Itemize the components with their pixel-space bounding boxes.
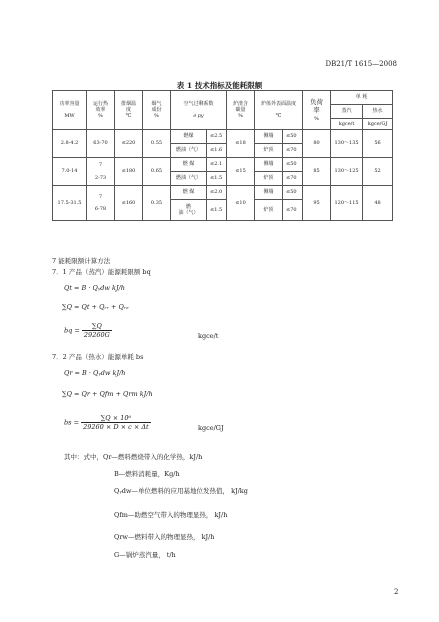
row2-air-b: ≤1.5 [207, 172, 227, 186]
head-efficiency: 运行热 效率 % [87, 91, 115, 130]
row3-surf-a-value: ≤50 [283, 186, 303, 200]
row3-air-b: ≤1.5 [207, 200, 227, 221]
row3-hot-water: 48 [363, 186, 393, 221]
formula-sum-q-1: ∑Q = Qt + Qᵣᵣ + Qᵣₑ [62, 303, 129, 311]
head-capacity: 功率容量 MW [53, 91, 87, 130]
head-air-ratio: 空气过剩系数 ∂ py [171, 91, 227, 130]
row3-surf-b-label: 炉顶 [255, 200, 283, 221]
row1-efficiency: 63-70 [87, 130, 115, 158]
row3-leak: ≤10 [227, 186, 255, 221]
row1-fuel-a: 燃煤 [171, 130, 207, 144]
formula-qr: Qr = B · Qᵧdw kJ/h [64, 369, 126, 377]
row2-load: 85 [303, 158, 331, 186]
formula-bq: bq = $\frac{\sum Q}{29260G}$ [64, 322, 110, 339]
head-hot-water: 热水 [363, 105, 393, 119]
head-hot-water-unit: kgce/GJ [363, 119, 393, 130]
formula-sum-q-2: ∑Q = Qr + Qfm + Qrm kJ/h [62, 390, 153, 398]
head-exhaust-temp: 排烟温 度 ℃ [115, 91, 143, 130]
row2-surf-a-value: ≤50 [283, 158, 303, 172]
formula-qt: Qt = B · Qᵧdw kJ/h [64, 284, 125, 292]
head-steam-unit: kgce/t [331, 119, 363, 130]
head-surface-temp: 炉体外表面温度 ℃ [255, 91, 303, 130]
row1-air-a: ≤2.5 [207, 130, 227, 144]
row1-exhaust: ≤220 [115, 130, 143, 158]
row3-exhaust: ≤160 [115, 186, 143, 221]
row2-surf-b-label: 炉顶 [255, 172, 283, 186]
row1-surf-b-label: 炉顶 [255, 144, 283, 158]
row1-leak: ≤18 [227, 130, 255, 158]
def-qfm: Qfm—助燃空气带入的物理显热， kJ/h [114, 511, 228, 519]
table-title: 表 1 技术指标及能耗限额 [176, 81, 263, 90]
tech-index-table [52, 90, 393, 221]
row3-fuel-b: 燃 油（气） [171, 200, 207, 221]
row3-efficiency: 7 6-78 [87, 186, 115, 221]
row2-air-a: ≤2.1 [207, 158, 227, 172]
row1-load: 80 [303, 130, 331, 158]
row3-air-a: ≤2.0 [207, 186, 227, 200]
bs-numerator: ∑Q × 10⁶ [81, 414, 151, 423]
row2-hot-water: 52 [363, 158, 393, 186]
bs-unit: kgce/GJ [198, 424, 224, 432]
row2-surf-a-label: 侧墙 [255, 158, 283, 172]
row1-hot-water: 56 [363, 130, 393, 158]
head-smoke: 烟气 成份 % [143, 91, 171, 130]
def-qdw: Qᵧdw—单位燃料的应用基地位发热值， kJ/kg [114, 487, 248, 495]
row1-smoke: 0.55 [143, 130, 171, 158]
bq-numerator: ∑Q [82, 322, 112, 331]
row2-efficiency: 7 2-73 [87, 158, 115, 186]
section-7-1: 7．1 产品（蒸汽）能源耗限额 bq [52, 268, 151, 276]
head-steam: 蒸汽 [331, 105, 363, 119]
standard-number: DB21/T 1615—2008 [325, 60, 397, 68]
section-7-heading: 7 能耗限额计算方法 [52, 257, 111, 265]
row1-surf-b-value: ≤70 [283, 144, 303, 158]
head-leak: 炉渣含 碳量 % [227, 91, 255, 130]
row2-fuel-b: 燃油（气） [171, 172, 207, 186]
row3-steam: 120～115 [331, 186, 363, 221]
row1-surf-a-label: 侧墙 [255, 130, 283, 144]
row2-fuel-a: 燃 煤 [171, 158, 207, 172]
page-number: 2 [394, 588, 399, 596]
row1-surf-a-value: ≤50 [283, 130, 303, 144]
row1-steam: 130～135 [331, 130, 363, 158]
row2-surf-b-value: ≤70 [283, 172, 303, 186]
row3-capacity: 17.5-31.5 [53, 186, 87, 221]
row1-fuel-b: 燃油（气） [171, 144, 207, 158]
row1-air-b: ≤1.6 [207, 144, 227, 158]
bq-unit: kgce/t [198, 332, 219, 340]
section-7-2: 7．2 产品（热水）能源单耗 bs [52, 353, 144, 361]
row2-steam: 130～125 [331, 158, 363, 186]
row3-fuel-a: 燃 煤 [171, 186, 207, 200]
row3-surf-a-label: 侧墙 [255, 186, 283, 200]
row3-surf-b-value: ≤70 [283, 200, 303, 221]
row2-capacity: 7.0-14 [53, 158, 87, 186]
bs-denominator: 29260 × D × c × Δt [83, 423, 149, 431]
def-qrw: Qrw—燃料带入的物理显热， kJ/h [114, 533, 215, 541]
row2-exhaust: ≤180 [115, 158, 143, 186]
row1-capacity: 2.8-4.2 [53, 130, 87, 158]
head-unit: 单 耗 [331, 91, 393, 105]
row2-leak: ≤15 [227, 158, 255, 186]
formula-bs: bs = $\frac{\text{∑Q × 10⁶}}{29260 \times D \times c \times \Delta t}$ [64, 414, 149, 431]
head-load: 负荷 率 % [303, 91, 331, 130]
def-b: B—燃料消耗量，Kg/h [114, 470, 180, 478]
bq-denominator: 29260G [83, 331, 110, 339]
row3-load: 95 [303, 186, 331, 221]
def-qr: 其中：式中，Qr—燃料燃烧带入的化学热，kJ/h [64, 453, 203, 461]
row3-smoke: 0.35 [143, 186, 171, 221]
row2-smoke: 0.65 [143, 158, 171, 186]
def-g: G—锅炉蒸汽量， t/h [114, 551, 176, 559]
